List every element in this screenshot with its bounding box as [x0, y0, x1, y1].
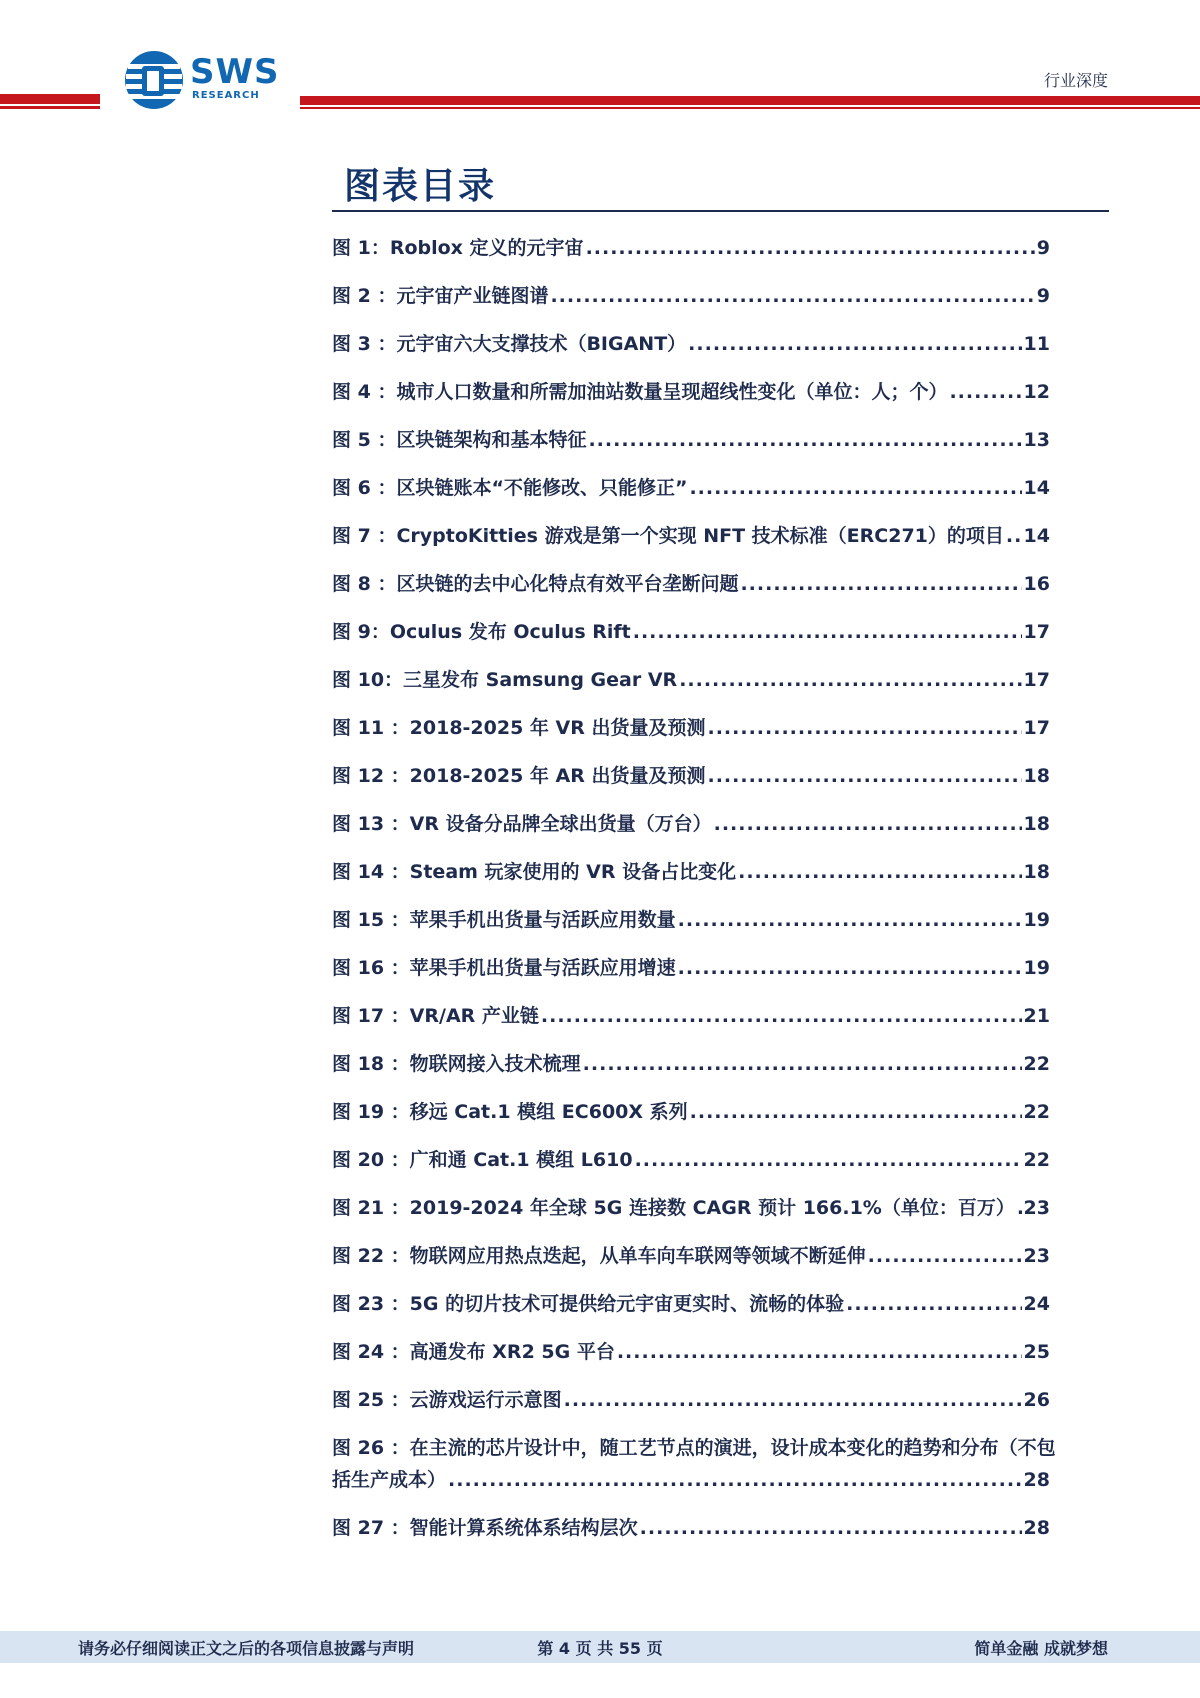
toc-page-number: 24 — [1023, 1293, 1050, 1315]
toc-page-number: 18 — [1023, 765, 1050, 787]
toc-label: 图 11 ：2018-2025 年 VR 出货量及预测 — [332, 717, 706, 739]
title-divider — [332, 210, 1109, 212]
toc-entry-3[interactable] — [332, 328, 1050, 360]
header-rule-right-thin — [300, 107, 1200, 109]
toc-label: 图 1：Roblox 定义的元宇宙 — [332, 237, 584, 259]
toc-leader — [708, 760, 1022, 792]
toc-page-number: 9 — [1036, 285, 1050, 307]
toc-leader — [1006, 520, 1022, 552]
toc-label: 图 22 ：物联网应用热点迭起，从单车向车联网等领域不断延伸 — [332, 1245, 866, 1267]
toc-page-number: 14 — [1023, 525, 1050, 547]
toc-label: 图 16 ：苹果手机出货量与活跃应用增速 — [332, 957, 676, 979]
toc-page-number: 28 — [1023, 1517, 1050, 1539]
toc-leader — [448, 1464, 1022, 1496]
toc-leader — [679, 664, 1021, 696]
toc-page-number: 12 — [1023, 381, 1050, 403]
toc-page-number: 17 — [1023, 621, 1050, 643]
toc-page-number: 19 — [1023, 957, 1050, 979]
toc-entry-5[interactable] — [332, 424, 1050, 456]
toc-page-number: 17 — [1023, 717, 1050, 739]
toc-label: 图 17 ：VR/AR 产业链 — [332, 1005, 539, 1027]
toc-entry-24[interactable] — [332, 1336, 1050, 1368]
toc-label: 图 25 ：云游戏运行示意图 — [332, 1389, 562, 1411]
sws-logo — [124, 50, 284, 110]
toc-entry-10[interactable] — [332, 664, 1050, 696]
toc-entry-23[interactable] — [332, 1288, 1050, 1320]
toc-label: 图 14 ：Steam 玩家使用的 VR 设备占比变化 — [332, 861, 737, 883]
toc-label: 图 9：Oculus 发布 Oculus Rift — [332, 621, 631, 643]
toc-entry-16[interactable] — [332, 952, 1050, 984]
toc-label: 图 6 ：区块链账本“不能修改、只能修正” — [332, 477, 688, 499]
toc-leader — [635, 1144, 1022, 1176]
toc-leader — [846, 1288, 1021, 1320]
toc-entry-9[interactable] — [332, 616, 1050, 648]
toc-page-number: 26 — [1023, 1389, 1050, 1411]
toc-leader — [949, 376, 1021, 408]
toc-page-number: 22 — [1023, 1053, 1050, 1075]
toc-entry-8[interactable] — [332, 568, 1050, 600]
toc-page-number: 22 — [1023, 1149, 1050, 1171]
toc-entry-11[interactable] — [332, 712, 1050, 744]
toc-entry-26[interactable] — [332, 1432, 1056, 1496]
logo-subtitle: RESEARCH — [192, 90, 260, 101]
section-tag: 行业深度 — [1043, 71, 1108, 90]
toc-entry-21[interactable] — [332, 1192, 1050, 1224]
toc-leader — [678, 952, 1022, 984]
toc-leader — [617, 1336, 1022, 1368]
toc-leader — [714, 808, 1022, 840]
toc-page-number: 13 — [1023, 429, 1050, 451]
toc-page-number: 23 — [1023, 1245, 1050, 1267]
page-title: 图表目录 — [344, 166, 497, 207]
toc-label: 图 19 ：移远 Cat.1 模组 EC600X 系列 — [332, 1101, 688, 1123]
toc-entry-27[interactable] — [332, 1512, 1050, 1544]
toc-leader — [541, 1000, 1022, 1032]
toc-entry-22[interactable] — [332, 1240, 1050, 1272]
toc-page-number: 16 — [1023, 573, 1050, 595]
toc-leader — [564, 1384, 1022, 1416]
toc-label: 图 10：三星发布 Samsung Gear VR — [332, 669, 678, 691]
toc-entry-12[interactable] — [332, 760, 1050, 792]
toc-page-number: 28 — [1023, 1469, 1050, 1491]
toc-label: 图 12 ：2018-2025 年 AR 出货量及预测 — [332, 765, 706, 787]
toc-entry-1[interactable] — [332, 232, 1050, 264]
toc-page-number: 9 — [1036, 237, 1050, 259]
toc-label: 图 24 ：高通发布 XR2 5G 平台 — [332, 1341, 615, 1363]
toc-label: 图 18 ：物联网接入技术梳理 — [332, 1053, 581, 1075]
toc-label: 图 2 ：元宇宙产业链图谱 — [332, 285, 549, 307]
toc-entry-2[interactable] — [332, 280, 1050, 312]
toc-leader — [740, 568, 1021, 600]
toc-leader — [690, 1096, 1022, 1128]
toc-page-number: 23 — [1023, 1197, 1050, 1219]
toc-leader — [688, 328, 1021, 360]
toc-label: 图 3 ：元宇宙六大支撑技术（BIGANT） — [332, 333, 687, 355]
toc-label: 图 7 ：CryptoKitties 游戏是第一个实现 NFT 技术标准（ERC271）的项目 — [332, 525, 1004, 547]
toc-leader — [708, 712, 1022, 744]
toc-entry-20[interactable] — [332, 1144, 1050, 1176]
toc-page-number: 21 — [1023, 1005, 1050, 1027]
toc-page-number: 14 — [1023, 477, 1050, 499]
toc-label: 图 21 ：2019-2024 年全球 5G 连接数 CAGR 预计 166.1%（单位：百万） — [332, 1197, 1015, 1219]
toc-leader — [583, 1048, 1022, 1080]
toc-leader — [586, 232, 1035, 264]
toc-label: 图 8 ：区块链的去中心化特点有效平台垄断问题 — [332, 573, 739, 595]
toc-label: 图 5 ：区块链架构和基本特征 — [332, 429, 587, 451]
toc-entry-7[interactable] — [332, 520, 1050, 552]
toc-page-number: 18 — [1023, 813, 1050, 835]
toc-leader — [689, 472, 1021, 504]
header-rule-left — [0, 94, 100, 104]
toc-entry-25[interactable] — [332, 1384, 1050, 1416]
toc-leader — [633, 616, 1022, 648]
toc-leader — [868, 1240, 1022, 1272]
toc-entry-14[interactable] — [332, 856, 1050, 888]
toc-entry-4[interactable] — [332, 376, 1050, 408]
toc-leader — [1017, 1192, 1022, 1224]
toc-leader — [550, 280, 1034, 312]
toc-label: 图 4 ：城市人口数量和所需加油站数量呈现超线性变化（单位：人；个） — [332, 381, 948, 403]
header-rule-right — [300, 96, 1200, 105]
toc-label-line1: 图 26 ：在主流的芯片设计中，随工艺节点的演进，设计成本变化的趋势和分布（不包 — [332, 1437, 1056, 1459]
toc-label: 图 13 ：VR 设备分品牌全球出货量（万台） — [332, 813, 712, 835]
logo-wordmark: SWS — [190, 52, 280, 92]
toc-leader — [640, 1512, 1022, 1544]
toc-page-number: 19 — [1023, 909, 1050, 931]
footer-page-number: 第 4 页 共 55 页 — [537, 1639, 663, 1658]
toc-leader — [588, 424, 1021, 456]
toc-page-number: 11 — [1023, 333, 1050, 355]
footer-slogan: 简单金融 成就梦想 — [974, 1639, 1108, 1658]
toc-page-number: 18 — [1023, 861, 1050, 883]
footer-disclaimer: 请务必仔细阅读正文之后的各项信息披露与声明 — [78, 1639, 415, 1658]
toc-page-number: 22 — [1023, 1101, 1050, 1123]
toc-label-line2: 括生产成本） — [332, 1469, 447, 1491]
toc-entry-17[interactable] — [332, 1000, 1050, 1032]
toc-label: 图 15 ：苹果手机出货量与活跃应用数量 — [332, 909, 676, 931]
toc-page-number: 25 — [1023, 1341, 1050, 1363]
toc-entry-13[interactable] — [332, 808, 1050, 840]
toc-leader — [678, 904, 1022, 936]
toc-leader — [738, 856, 1021, 888]
toc-label: 图 20 ：广和通 Cat.1 模组 L610 — [332, 1149, 633, 1171]
toc-page-number: 17 — [1023, 669, 1050, 691]
toc-entry-15[interactable] — [332, 904, 1050, 936]
sws-logo-mark-icon — [124, 50, 184, 110]
header-rule-left-thin — [0, 106, 100, 109]
toc-label: 图 27 ：智能计算系统体系结构层次 — [332, 1517, 638, 1539]
toc-label: 图 23 ：5G 的切片技术可提供给元宇宙更实时、流畅的体验 — [332, 1293, 845, 1315]
toc-entry-19[interactable] — [332, 1096, 1050, 1128]
toc-entry-18[interactable] — [332, 1048, 1050, 1080]
toc-entry-6[interactable] — [332, 472, 1050, 504]
